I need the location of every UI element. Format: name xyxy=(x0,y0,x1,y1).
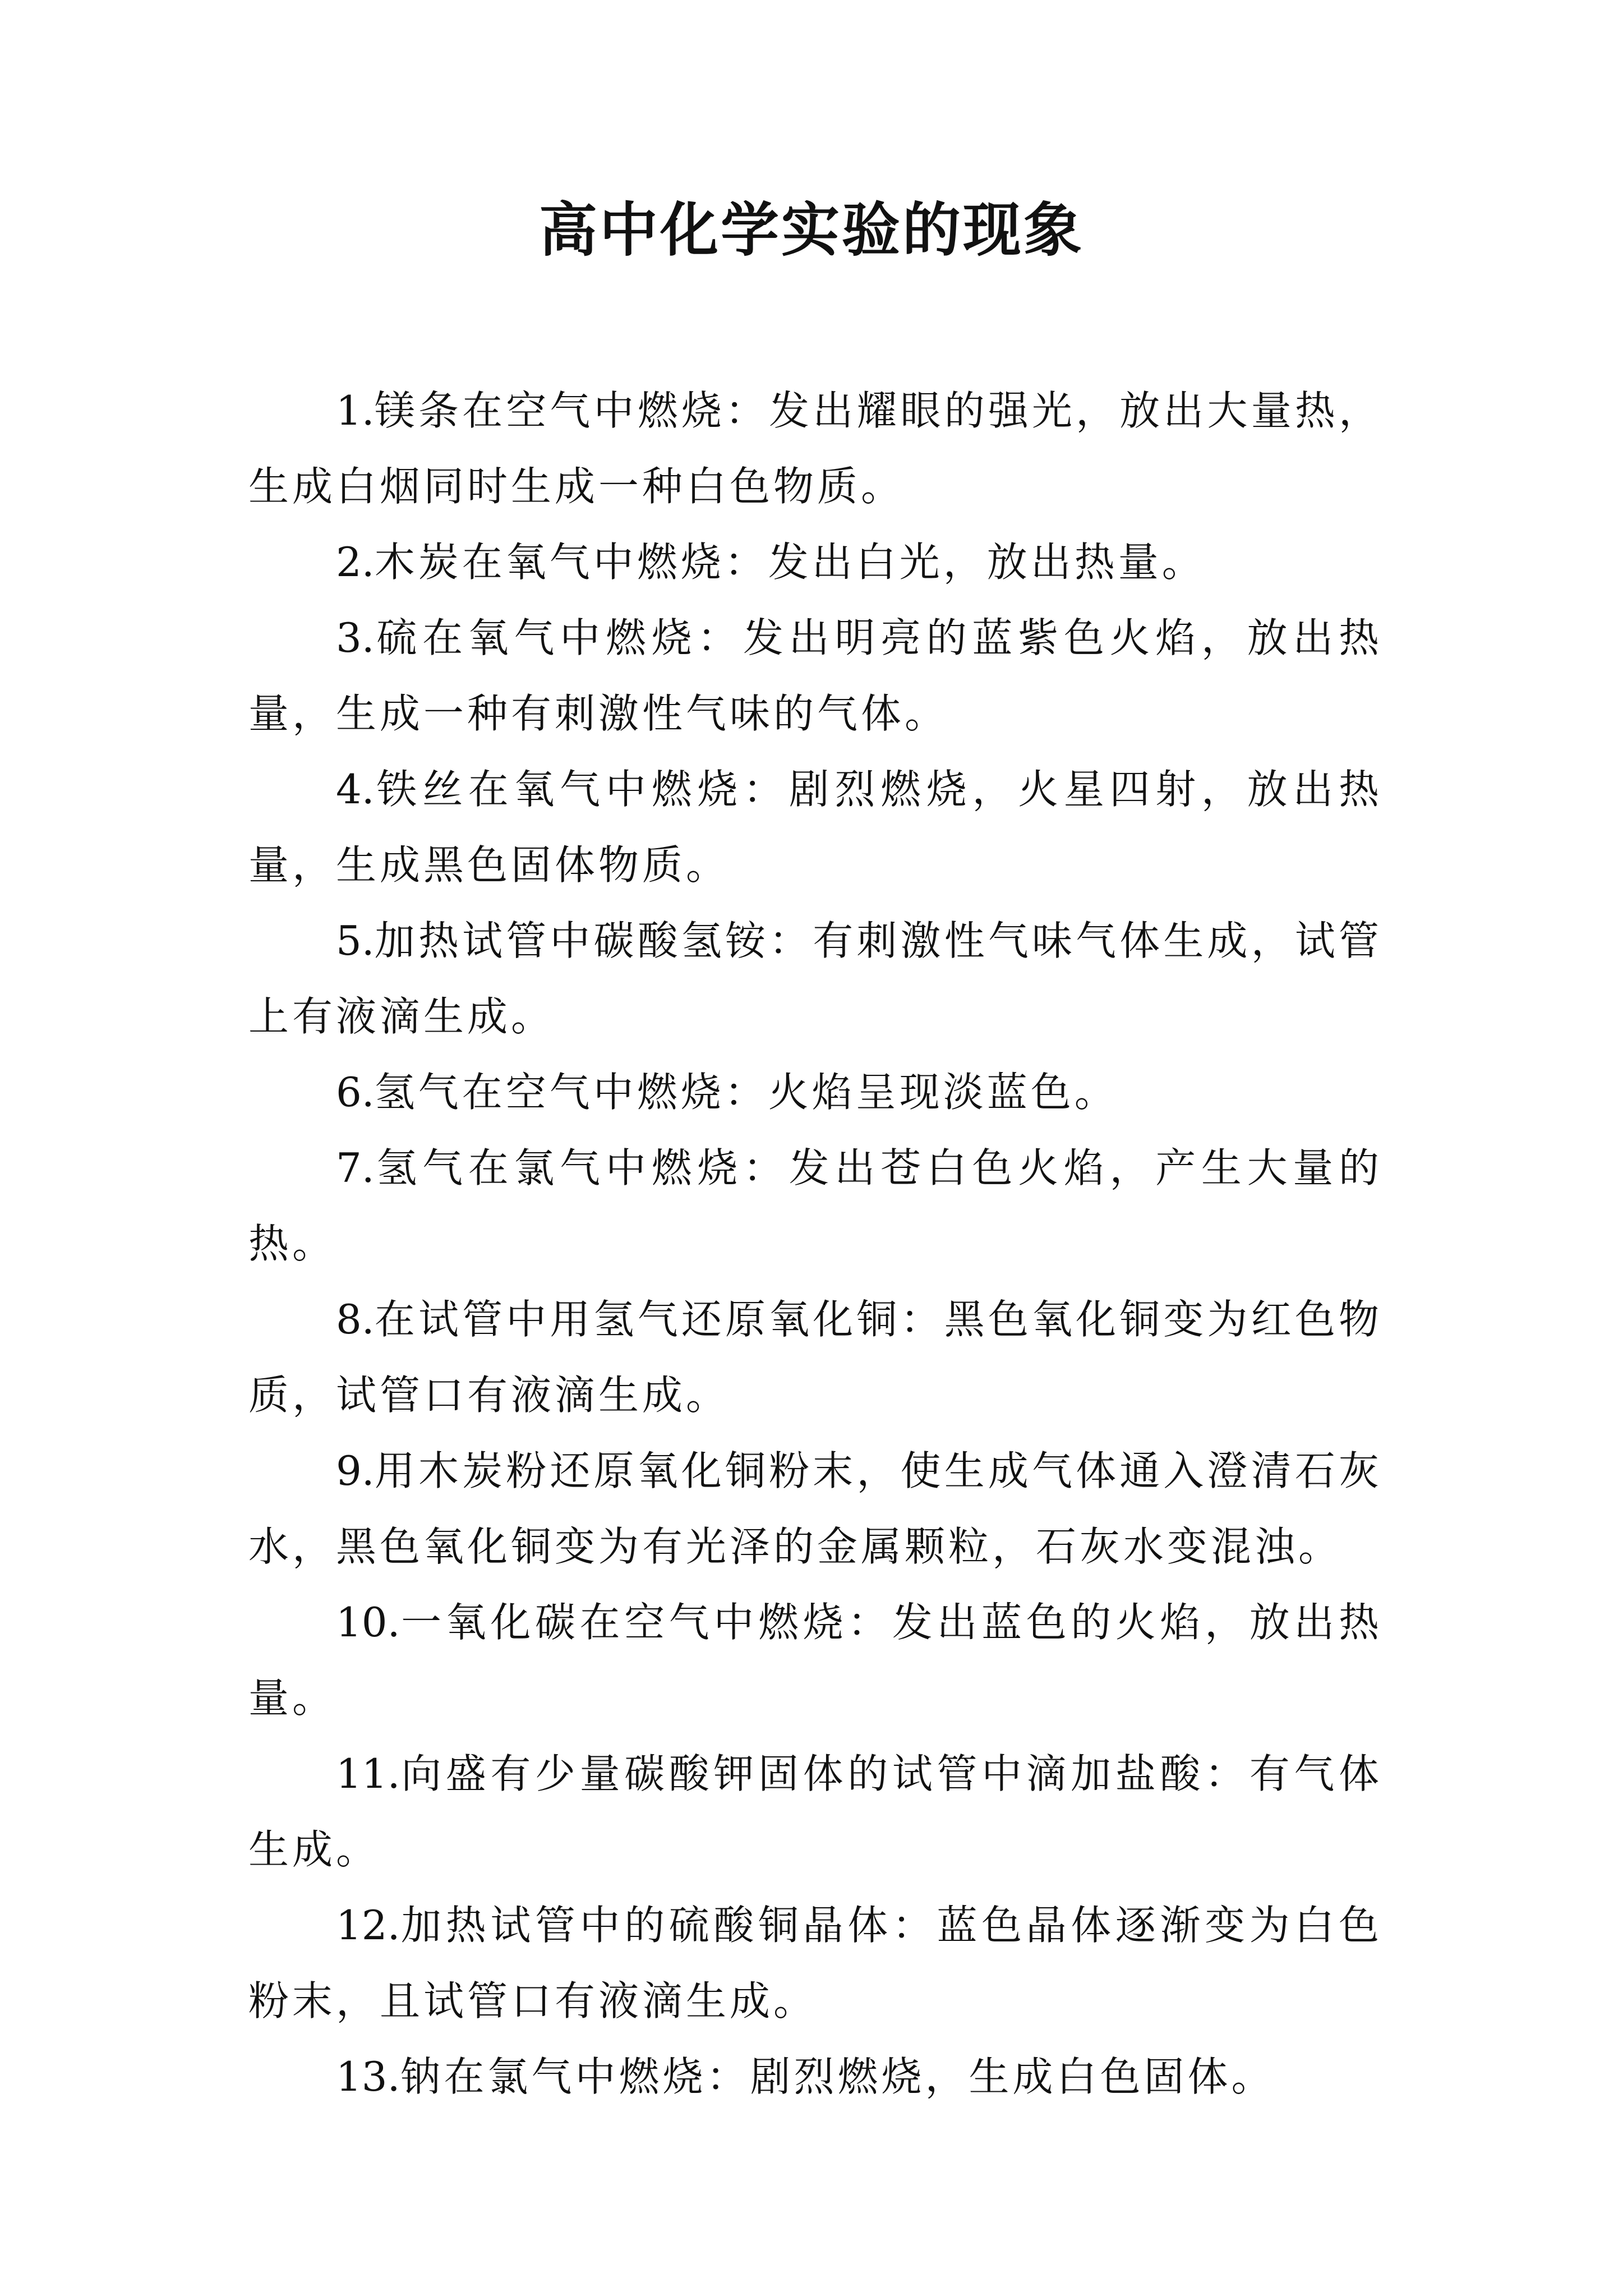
list-item xyxy=(248,1888,1382,2039)
item-number: 5. xyxy=(336,917,375,964)
list-item xyxy=(248,1433,1382,1585)
list-item xyxy=(248,903,1382,1055)
item-number: 10. xyxy=(336,1599,400,1646)
document-title: 高中化学实验的现象 xyxy=(538,195,1084,264)
list-item xyxy=(248,1736,1382,1888)
item-number: 12. xyxy=(336,1902,400,1949)
item-number: 11. xyxy=(336,1750,400,1797)
item-text: 氢气在氯气中燃烧：发出苍白色火焰，产生大量的热。 xyxy=(248,1144,1382,1267)
item-text: 镁条在空气中燃烧：发出耀眼的强光，放出大量热，生成白烟同时生成一种白色物质。 xyxy=(248,387,1382,510)
item-text: 铁丝在氧气中燃烧：剧烈燃烧，火星四射，放出热量，生成黑色固体物质。 xyxy=(248,766,1382,889)
list-item xyxy=(248,373,1382,524)
item-number: 1. xyxy=(336,387,375,434)
list-item xyxy=(248,1585,1382,1736)
list-item xyxy=(248,524,1382,600)
item-text: 木炭在氧气中燃烧：发出白光，放出热量。 xyxy=(374,539,1206,586)
list-item xyxy=(248,1282,1382,1433)
item-number: 9. xyxy=(336,1447,375,1494)
item-number: 3. xyxy=(336,614,375,661)
item-text: 加热试管中碳酸氢铵：有刺激性气味气体生成，试管上有液滴生成。 xyxy=(248,917,1382,1040)
item-number: 13. xyxy=(336,2053,400,2100)
item-text: 一氧化碳在空气中燃烧：发出蓝色的火焰，放出热量。 xyxy=(248,1599,1382,1722)
item-number: 4. xyxy=(336,766,375,813)
item-text: 在试管中用氢气还原氧化铜：黑色氧化铜变为红色物质，试管口有液滴生成。 xyxy=(248,1296,1382,1419)
experiment-list xyxy=(248,373,1382,2115)
item-text: 硫在氧气中燃烧：发出明亮的蓝紫色火焰，放出热量，生成一种有刺激性气味的气体。 xyxy=(248,614,1382,737)
list-item xyxy=(248,1055,1382,1130)
list-item xyxy=(248,1130,1382,1282)
item-text: 加热试管中的硫酸铜晶体：蓝色晶体逐渐变为白色粉末，且试管口有液滴生成。 xyxy=(248,1902,1382,2024)
item-text: 用木炭粉还原氧化铜粉末，使生成气体通入澄清石灰水，黑色氧化铜变为有光泽的金属颗粒，石灰水变混浊。 xyxy=(248,1447,1382,1570)
item-number: 6. xyxy=(336,1069,375,1116)
item-text: 向盛有少量碳酸钾固体的试管中滴加盐酸：有气体生成。 xyxy=(248,1750,1382,1873)
list-item xyxy=(248,2039,1382,2115)
item-text: 氢气在空气中燃烧：火焰呈现淡蓝色。 xyxy=(374,1069,1118,1116)
item-number: 2. xyxy=(336,539,375,586)
item-number: 8. xyxy=(336,1296,375,1343)
item-number: 7. xyxy=(336,1144,375,1191)
list-item xyxy=(248,752,1382,903)
item-text: 钠在氯气中燃烧：剧烈燃烧，生成白色固体。 xyxy=(400,2053,1275,2100)
list-item xyxy=(248,600,1382,752)
